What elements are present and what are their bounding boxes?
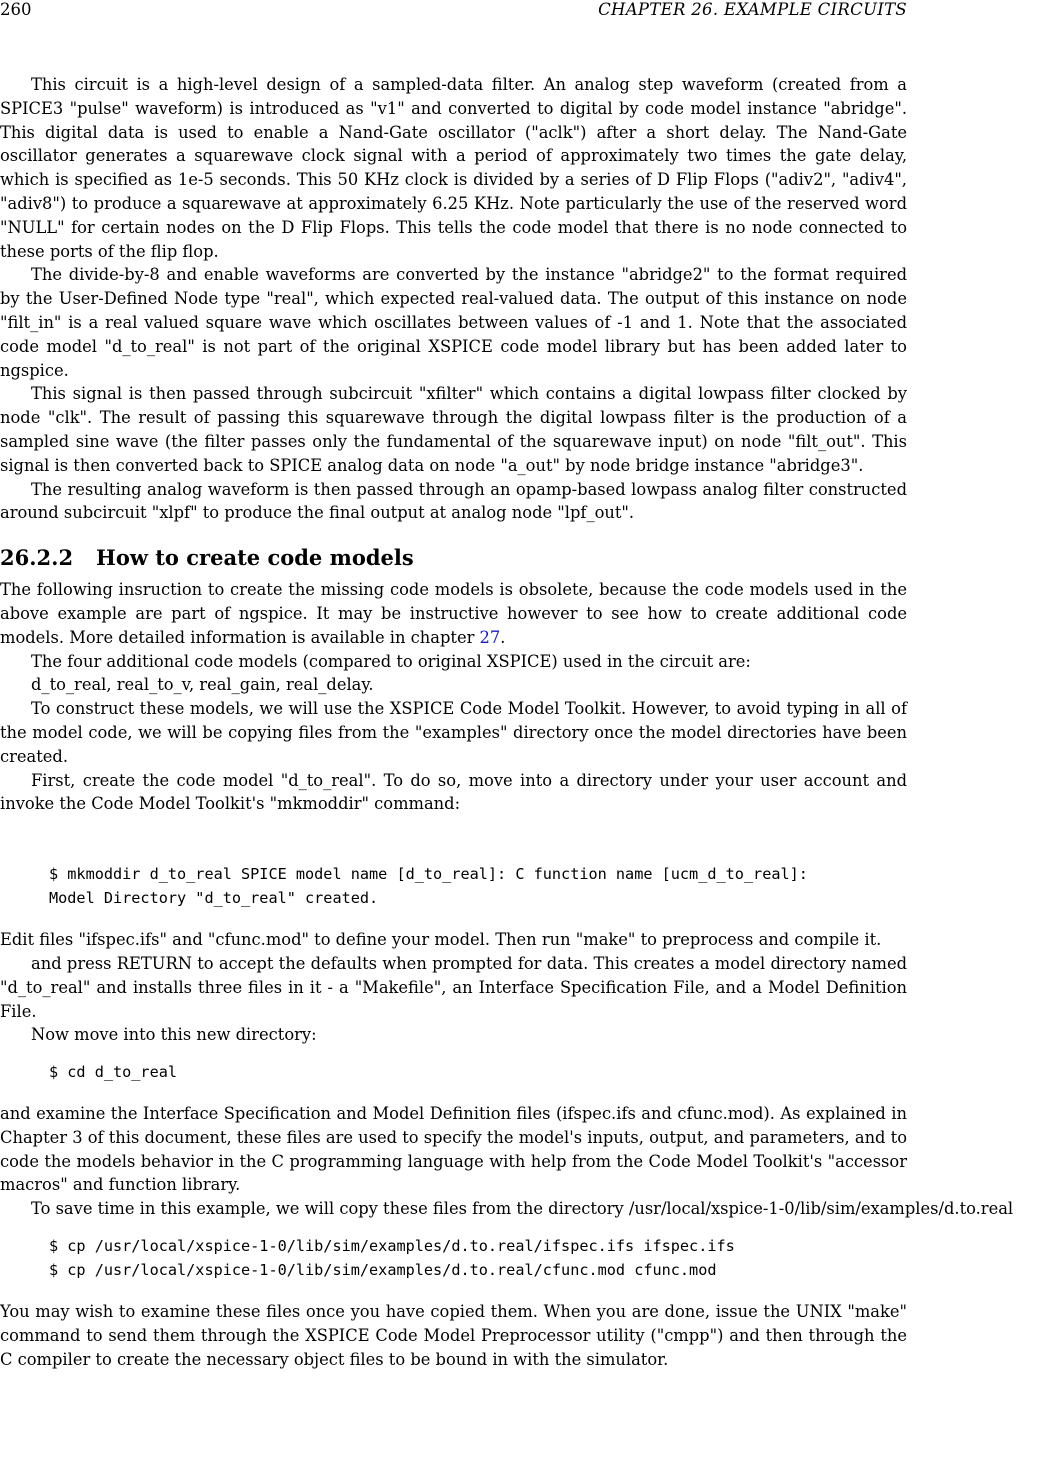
paragraph-model-list: d_to_real, real_to_v, real_gain, real_delay. <box>31 675 374 695</box>
page-number: 260 <box>0 0 32 19</box>
code-line: $ mkmoddir d_to_real SPICE model name [d_to_real]: C function name [ucm_d_to_real]: <box>49 865 808 884</box>
paragraph-text: . <box>500 627 506 647</box>
paragraph-toolkit: To construct these models, we will use the XSPICE Code Model Toolkit. However, to avoid typing in all of the model code, we will be copying files from the "examples" directory once the model directories have been created. <box>0 699 907 766</box>
code-line: Model Directory "d_to_real" created. <box>49 889 379 908</box>
page-body <box>0 73 1014 1371</box>
paragraph-circuit-overview: This circuit is a high-level design of a sampled-data filter. An analog step waveform (created from a SPICE3 "pulse" waveform) is introduced as "v1" and converted to digital by code model instance "abridge". This digital data is used to enable a Nand-Gate oscillator ("aclk") after a short delay. The Nand-Gate oscillator generates a squarewave clock signal with a period of approximately two times the gate delay, which is specified as 1e-5 seconds. This 50 KHz clock is divided by a series of D Flip Flops ("adiv2", "adiv4", "adiv8") to produce a squarewave at approximately 6.25 KHz. Note particularly the use of the reserved word "NULL" for certain nodes on the D Flip Flops. This tells the code model that there is no node connected to these ports of the flip flop. <box>0 75 907 261</box>
paragraph-examine-files: and examine the Interface Specification and Model Definition files (ifspec.ifs and cfunc.mod). As explained in Chapter 3 of this document, these files are used to specify the model's inputs, output, and parameters, and to code the models behavior in the C programming language with help from the Code Model Toolkit's "accessor macros" and function library. <box>0 1104 908 1195</box>
paragraph-abridge2: The divide-by-8 and enable waveforms are converted by the instance "abridge2" to the format required by the User-Defined Node type "real", which expected real-valued data. The output of this instance on node "filt_in" is a real valued square wave which oscillates between values of -1 and 1. Note that the associated code model "d_to_real" is not part of the original XSPICE code model library but has been added later to ngspice. <box>0 265 907 380</box>
section-heading <box>0 544 907 572</box>
paragraph-obsolete-note <box>0 578 907 649</box>
paragraph-copy-files: To save time in this example, we will copy these files from the directory /usr/local/xspice-1-0/lib/sim/examples/d.to.real <box>31 1199 1014 1219</box>
code-block-mkmoddir <box>0 862 907 910</box>
paragraph-edit-files: Edit files "ifspec.ifs" and "cfunc.mod" to define your model. Then run "make" to preprocess and compile it. <box>0 930 882 950</box>
code-block-cp <box>0 1234 907 1282</box>
paragraph-make: You may wish to examine these files once you have copied them. When you are done, issue the UNIX "make" command to send them through the XSPICE Code Model Preprocessor utility ("cmpp") and then through the C compiler to create the necessary object files to be bound in with the simulator. <box>0 1302 907 1369</box>
paragraph-four-models: The four additional code models (compared to original XSPICE) used in the circuit are: <box>31 651 751 671</box>
chapter-link[interactable]: 27 <box>479 627 501 647</box>
section-title: How to create code models <box>96 545 414 571</box>
paragraph-lowpass-output: The resulting analog waveform is then passed through an opamp-based lowpass analog filter constructed around subcircuit "xlpf" to produce the final output at analog node "lpf_out". <box>0 479 907 523</box>
code-line: $ cp /usr/local/xspice-1-0/lib/sim/examples/d.to.real/cfunc.mod cfunc.mod <box>49 1261 717 1280</box>
paragraph-text: The following insruction to create the missing code models is obsolete, because the code models used in the above example are part of ngspice. It may be instructive however to see how to create additional code models. More detailed information is available in chapter <box>0 580 907 647</box>
code-line: $ cp /usr/local/xspice-1-0/lib/sim/examples/d.to.real/ifspec.ifs ifspec.ifs <box>49 1237 735 1256</box>
paragraph-press-return: and press RETURN to accept the defaults when prompted for data. This creates a model directory named "d_to_real" and installs three files in it - a "Makefile", an Interface Specification File, and a Model Definition File. <box>0 953 907 1021</box>
running-chapter-title: CHAPTER 26. EXAMPLE CIRCUITS <box>598 0 907 19</box>
section-number: 26.2.2 <box>0 545 74 571</box>
code-line: $ cd d_to_real <box>49 1063 178 1082</box>
paragraph-mkmoddir-intro: First, create the code model "d_to_real". To do so, move into a directory under your user account and invoke the Code Model Toolkit's "mkmoddir" command: <box>0 770 907 814</box>
page-header <box>0 0 907 22</box>
paragraph-xfilter: This signal is then passed through subcircuit "xfilter" which contains a digital lowpass filter clocked by node "clk". The result of passing this squarewave through the digital lowpass filter is the production of a sampled sine wave (the filter passes only the fundamental of the squarewave input) on node "filt_out". This signal is then converted back to SPICE analog data on node "a_out" by node bridge instance "abridge3". <box>0 384 907 475</box>
paragraph-move-dir: Now move into this new directory: <box>31 1025 317 1045</box>
code-block-cd <box>0 1060 907 1084</box>
